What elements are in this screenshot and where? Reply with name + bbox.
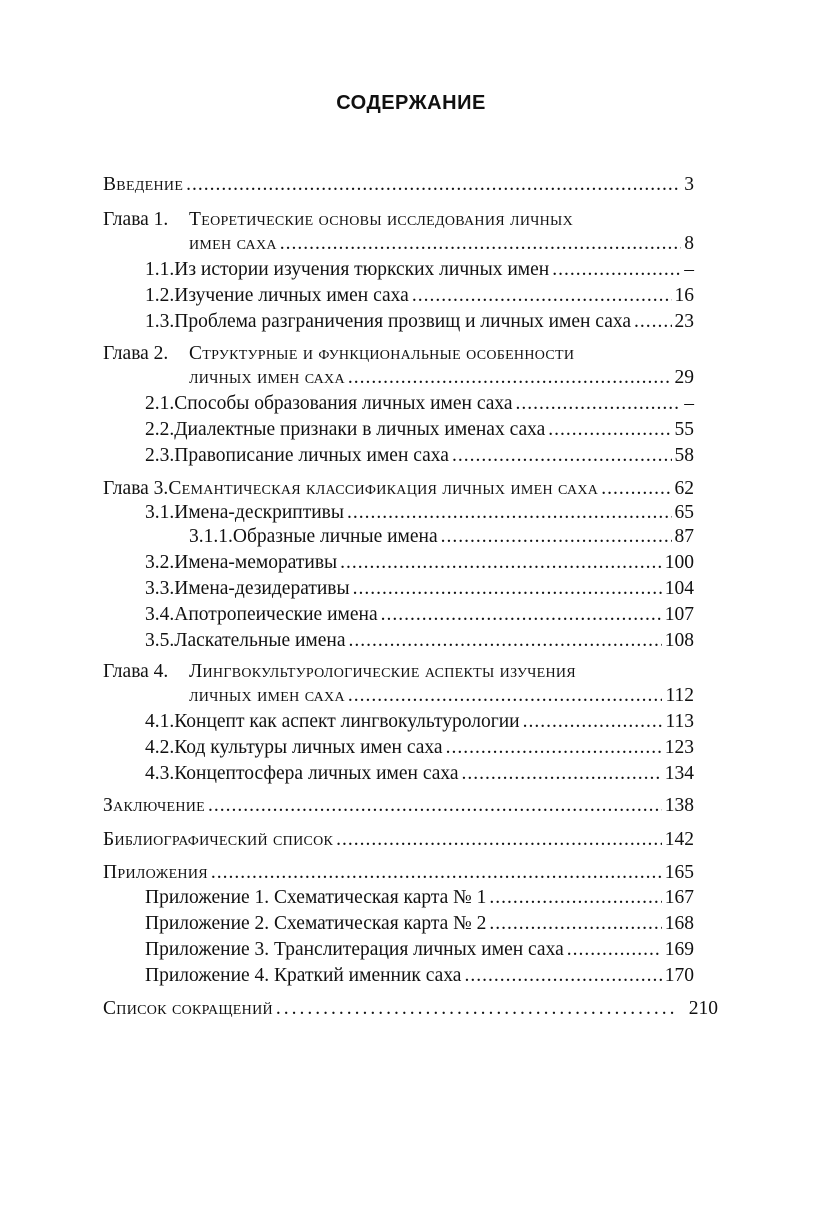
toc-entry-label: Имена-дескриптивы: [174, 502, 344, 523]
toc-entry-label: Имена-меморативы: [174, 552, 338, 573]
toc-entry-label: Приложения: [103, 862, 208, 883]
leader-dots: [186, 173, 681, 197]
toc-entry-label: Приложение 2. Схематическая карта № 2: [145, 913, 487, 934]
toc-page-number: 210: [688, 998, 718, 1019]
toc-entry-label-continued: имен саха: [189, 233, 277, 254]
toc-page-number: 100: [664, 552, 694, 573]
toc-entry-number: 1.3.: [145, 311, 175, 332]
leader-dots: [441, 525, 672, 549]
leader-dots: [381, 603, 662, 627]
toc-entry-number: Глава 4.: [103, 661, 169, 682]
toc-entry-label: Ласкательные имена: [174, 630, 346, 651]
toc-page-number: 142: [664, 829, 694, 850]
toc-entry-number: 1.2.: [145, 285, 175, 306]
leader-dots: [523, 710, 663, 734]
toc-page-number: 3: [684, 174, 694, 195]
toc-entry-3-5[interactable]: [145, 629, 694, 653]
toc-entry-number: 2.1.: [145, 393, 175, 414]
toc-entry-label: Проблема разграничения прозвищ и личных имен саха: [174, 311, 632, 332]
leader-dots: [348, 684, 663, 708]
toc-entry-label: Код культуры личных имен саха: [174, 737, 443, 758]
toc-entry-appendix-1[interactable]: [145, 886, 694, 910]
leader-dots: [489, 886, 661, 910]
toc-entry-4-2[interactable]: [145, 736, 694, 760]
toc-entry-label: Семантическая классификация личных имен саха: [168, 478, 599, 499]
leader-dots: [348, 366, 672, 390]
toc-page-number: –: [684, 393, 694, 414]
toc-entry-label: Теоретические основы исследования личных: [189, 209, 573, 230]
toc-entry-chapter-1[interactable]: [103, 208, 694, 232]
toc-page-number: 134: [664, 763, 694, 784]
toc-entry-3-4[interactable]: [145, 603, 694, 627]
leader-dots: [462, 762, 662, 786]
leader-dots: [489, 912, 661, 936]
toc-entry-chapter-4-cont[interactable]: [189, 684, 694, 708]
toc-page-number: 55: [674, 419, 694, 440]
toc-entry-label: Приложение 4. Краткий именник саха: [145, 965, 462, 986]
toc-entry-appendix-3[interactable]: [145, 938, 694, 962]
toc-page-number: 169: [664, 939, 694, 960]
toc-entry-chapter-3[interactable]: [103, 477, 694, 501]
toc-entry-number: 2.3.: [145, 445, 175, 466]
toc-page-number: 107: [664, 604, 694, 625]
toc-entry-label: Способы образования личных имен саха: [174, 393, 513, 414]
toc-entry-label: Структурные и функциональные особенности: [189, 343, 575, 364]
toc-page-number: 16: [674, 285, 694, 306]
toc-entry-number: 2.2.: [145, 419, 175, 440]
toc-entry-number: 4.3.: [145, 763, 175, 784]
toc-entry-introduction[interactable]: [103, 173, 694, 197]
toc-entry-number: Глава 2.: [103, 343, 169, 364]
toc-page-number: 8: [684, 233, 694, 254]
toc-page-number: 62: [674, 478, 694, 499]
toc-entry-number: 4.1.: [145, 711, 175, 732]
leader-dots: [516, 392, 682, 416]
toc-page-number: 87: [674, 526, 694, 547]
toc-entry-number: 3.1.: [145, 502, 175, 523]
toc-page-number: 104: [664, 578, 694, 599]
leader-dots: [276, 997, 675, 1021]
toc-entry-label: Концептосфера личных имен саха: [174, 763, 459, 784]
toc-entry-number: Глава 1.: [103, 209, 169, 230]
toc-page-number: 165: [664, 862, 694, 883]
toc-entry-conclusion[interactable]: [103, 794, 694, 818]
leader-dots: [601, 477, 671, 501]
leader-dots: [211, 861, 662, 885]
toc-entry-label: Апотропеические имена: [174, 604, 378, 625]
toc-page-number: 170: [664, 965, 694, 986]
toc-entry-number: 3.2.: [145, 552, 175, 573]
toc-entry-label: Библиографический список: [103, 829, 334, 850]
toc-entry-label: Заключение: [103, 795, 205, 816]
toc-entry-label: Введение: [103, 174, 184, 195]
leader-dots: [567, 938, 662, 962]
toc-entry-label: Приложение 3. Транслитерация личных имен саха: [145, 939, 564, 960]
leader-dots: [634, 310, 671, 334]
toc-entry-label: Образные личные имена: [232, 526, 438, 547]
toc-entry-number: 3.1.1.: [189, 526, 233, 547]
toc-page-number: 23: [674, 311, 694, 332]
toc-entry-chapter-2[interactable]: [103, 342, 694, 366]
toc-entry-label: Список сокращений: [103, 998, 273, 1019]
toc-page-number: 113: [665, 711, 694, 732]
toc-entry-1-3[interactable]: [145, 310, 694, 334]
toc-entry-label: Правописание личных имен саха: [174, 445, 449, 466]
toc-entry-3-3[interactable]: [145, 577, 694, 601]
toc-page-number: 65: [674, 502, 694, 523]
toc-entry-4-3[interactable]: [145, 762, 694, 786]
leader-dots: [347, 501, 672, 525]
toc-entry-appendices[interactable]: [103, 861, 694, 885]
leader-dots: [349, 629, 662, 653]
toc-page-number: 167: [664, 887, 694, 908]
leader-dots: [336, 828, 662, 852]
toc-entry-number: 3.3.: [145, 578, 175, 599]
leader-dots: [208, 794, 662, 818]
toc-entry-label: Имена-дезидеративы: [174, 578, 350, 599]
toc-entry-number: 4.2.: [145, 737, 175, 758]
toc-entry-2-1[interactable]: [145, 392, 694, 416]
toc-entry-label: Приложение 1. Схематическая карта № 1: [145, 887, 487, 908]
toc-entry-label: Из истории изучения тюркских личных имен: [174, 259, 550, 280]
toc-entry-2-3[interactable]: [145, 444, 694, 468]
toc-entry-appendix-4[interactable]: [145, 964, 694, 988]
toc-entry-3-2[interactable]: [145, 551, 694, 575]
leader-dots: [552, 258, 681, 282]
toc-entry-label: Лингвокультурологические аспекты изучения: [189, 661, 576, 682]
toc-entry-number: 3.4.: [145, 604, 175, 625]
toc-page-number: 138: [664, 795, 694, 816]
toc-entry-label: Концепт как аспект лингвокультурологии: [174, 711, 520, 732]
toc-entry-label-continued: личных имен саха: [189, 685, 345, 706]
leader-dots: [340, 551, 662, 575]
toc-entry-abbreviations[interactable]: [103, 997, 718, 1021]
toc-entry-number: 1.1.: [145, 259, 175, 280]
toc-entry-label-continued: личных имен саха: [189, 367, 345, 388]
toc-page-number: –: [684, 259, 694, 280]
leader-dots: [412, 284, 672, 308]
leader-dots: [452, 444, 672, 468]
toc-title: СОДЕРЖАНИЕ: [336, 92, 486, 114]
leader-dots: [464, 964, 661, 988]
toc-page-number: 112: [665, 685, 694, 706]
toc-page-number: 58: [674, 445, 694, 466]
toc-page-number: 123: [664, 737, 694, 758]
toc-entry-3-1-1[interactable]: [189, 525, 694, 549]
toc-entry-bibliography[interactable]: [103, 828, 694, 852]
toc-page-number: 29: [674, 367, 694, 388]
leader-dots: [280, 232, 681, 256]
toc-entry-label: Изучение личных имен саха: [174, 285, 409, 306]
toc-entry-1-1[interactable]: [145, 258, 694, 282]
toc-entry-chapter-2-cont[interactable]: [189, 366, 694, 390]
toc-entry-number: 3.5.: [145, 630, 175, 651]
toc-entry-number: Глава 3.: [103, 478, 169, 499]
toc-entry-3-1[interactable]: [145, 501, 694, 525]
leader-dots: [548, 418, 671, 442]
toc-entry-1-2[interactable]: [145, 284, 694, 308]
toc-entry-chapter-1-cont[interactable]: [189, 232, 694, 256]
leader-dots: [353, 577, 662, 601]
toc-page-number: 108: [664, 630, 694, 651]
toc-entry-label: Диалектные признаки в личных именах саха: [174, 419, 546, 440]
leader-dots: [446, 736, 662, 760]
toc-entry-4-1[interactable]: [145, 710, 694, 734]
toc-entry-2-2[interactable]: [145, 418, 694, 442]
toc-entry-appendix-2[interactable]: [145, 912, 694, 936]
toc-page-number: 168: [664, 913, 694, 934]
toc-entry-chapter-4[interactable]: [103, 660, 694, 684]
